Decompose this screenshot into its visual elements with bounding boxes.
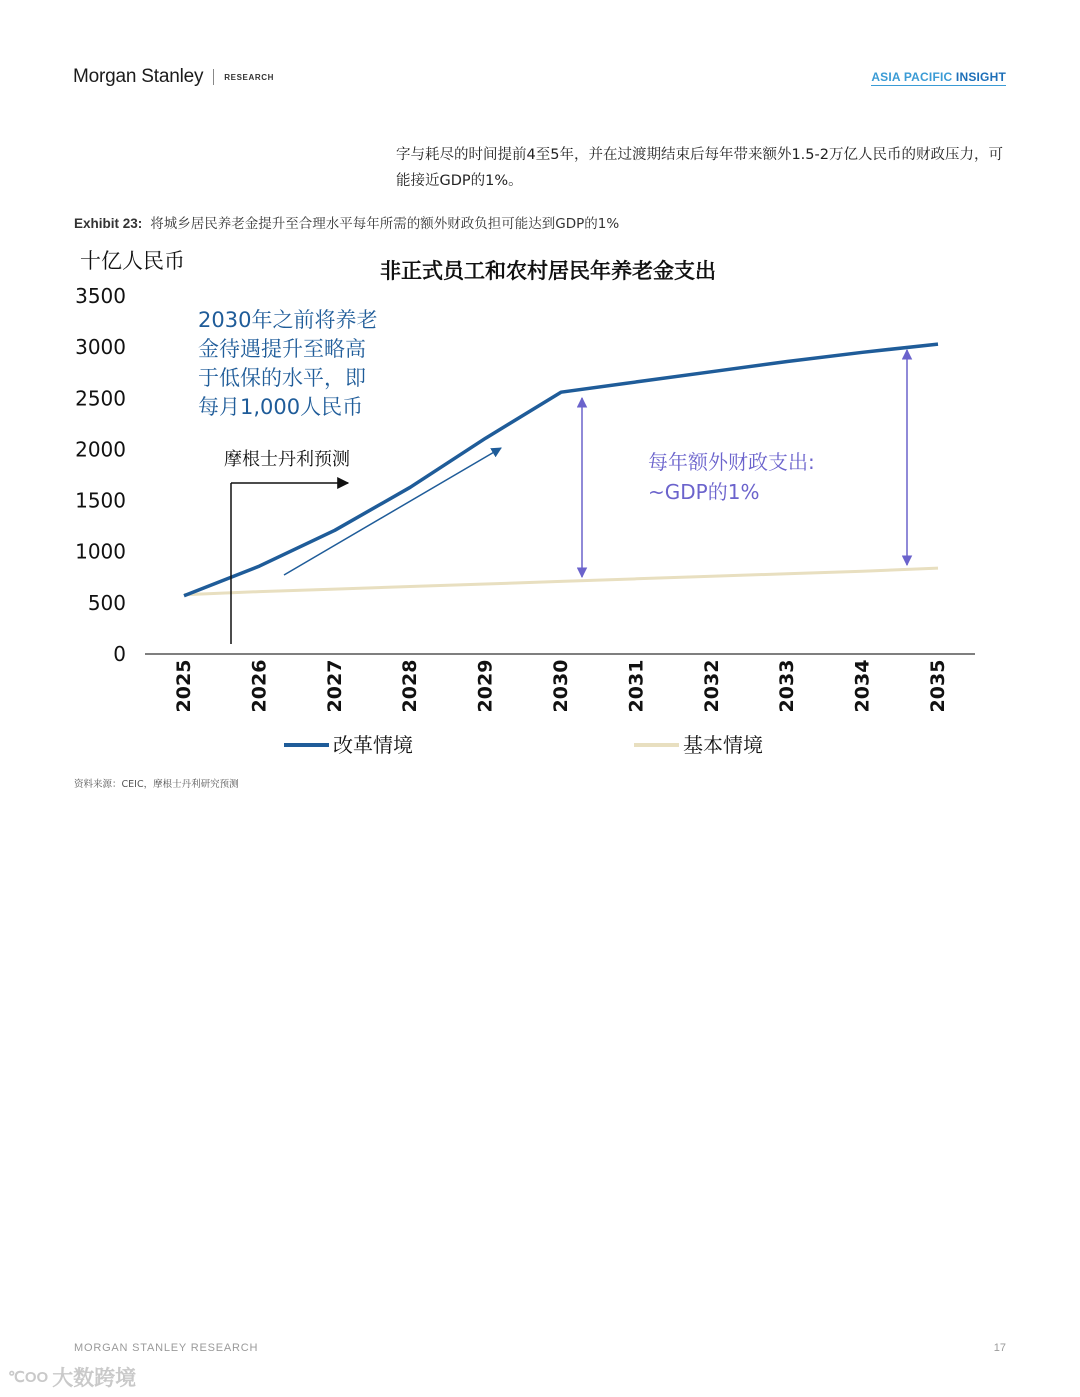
brand-header	[73, 64, 274, 90]
y-tick-label: 0	[113, 642, 126, 666]
gap-note	[648, 450, 815, 504]
y-tick-label: 1500	[75, 488, 126, 513]
x-tick-label: 2025	[173, 659, 195, 713]
series-label-part2: INSIGHT	[955, 70, 1006, 84]
exhibit-title: 将城乡居民养老金提升至合理水平每年所需的额外财政负担可能达到GDP的1%	[150, 216, 620, 232]
y-tick-label: 2500	[75, 386, 126, 411]
reform-note-line: 2030年之前将养老	[198, 308, 378, 332]
x-tick-label: 2027	[323, 659, 346, 713]
x-axis-ticks	[173, 660, 949, 713]
x-tick-label: 2035	[927, 659, 949, 713]
forecast-label: 摩根士丹利预测	[224, 449, 350, 470]
series-line-1	[184, 568, 938, 595]
brand-subtitle: RESEARCH	[224, 72, 274, 82]
y-tick-label: 3000	[75, 335, 126, 360]
watermark-logo: ℃OO	[8, 1369, 49, 1386]
x-tick-label: 2030	[550, 659, 572, 713]
chart-title: 非正式员工和农村居民年养老金支出	[380, 259, 716, 283]
legend-label-reform: 改革情境	[333, 733, 413, 757]
y-axis-label: 十亿人民币	[80, 249, 185, 273]
y-tick-label: 500	[87, 590, 126, 615]
page-number: 17	[993, 1342, 1006, 1354]
x-tick-label: 2033	[776, 659, 799, 713]
gap-note-line: 每年额外财政支出:	[648, 450, 815, 474]
source-note: 资料来源：CEIC，摩根士丹利研究预测	[74, 779, 239, 790]
x-tick-label: 2031	[625, 659, 648, 713]
legend	[284, 733, 763, 757]
exhibit-label: Exhibit 23:	[74, 216, 143, 231]
series-label-part1: ASIA PACIFIC	[871, 70, 956, 84]
x-tick-label: 2026	[248, 659, 271, 713]
exhibit-caption	[74, 212, 619, 232]
brand-name: Morgan Stanley	[73, 66, 204, 87]
watermark-text: 大数跨境	[52, 1366, 137, 1390]
reform-note-line: 于低保的水平，即	[198, 366, 366, 390]
y-axis-ticks	[75, 284, 126, 666]
x-tick-label: 2028	[399, 659, 422, 713]
body-paragraph: 字与耗尽的时间提前4至5年，并在过渡期结束后每年带来额外1.5-2万亿人民币的财政压力，可能接近GDP的1%。	[396, 147, 1003, 189]
y-tick-label: 2000	[75, 437, 126, 462]
y-tick-label: 3500	[75, 284, 126, 308]
reform-note	[198, 308, 377, 419]
y-tick-label: 1000	[75, 539, 126, 564]
x-tick-label: 2034	[851, 659, 874, 713]
watermark	[8, 1362, 136, 1392]
reform-note-line: 金待遇提升至略高	[198, 337, 366, 361]
footer-text: MORGAN STANLEY RESEARCH	[74, 1342, 259, 1354]
series-label	[871, 70, 1006, 86]
x-tick-label: 2029	[474, 659, 497, 713]
pension-chart	[60, 240, 990, 770]
gap-note-line: ~GDP的1%	[648, 480, 760, 504]
legend-label-base: 基本情境	[683, 733, 763, 757]
x-tick-label: 2032	[700, 659, 723, 713]
brand-divider	[213, 69, 214, 85]
reform-note-line: 每月1,000人民币	[198, 395, 364, 419]
